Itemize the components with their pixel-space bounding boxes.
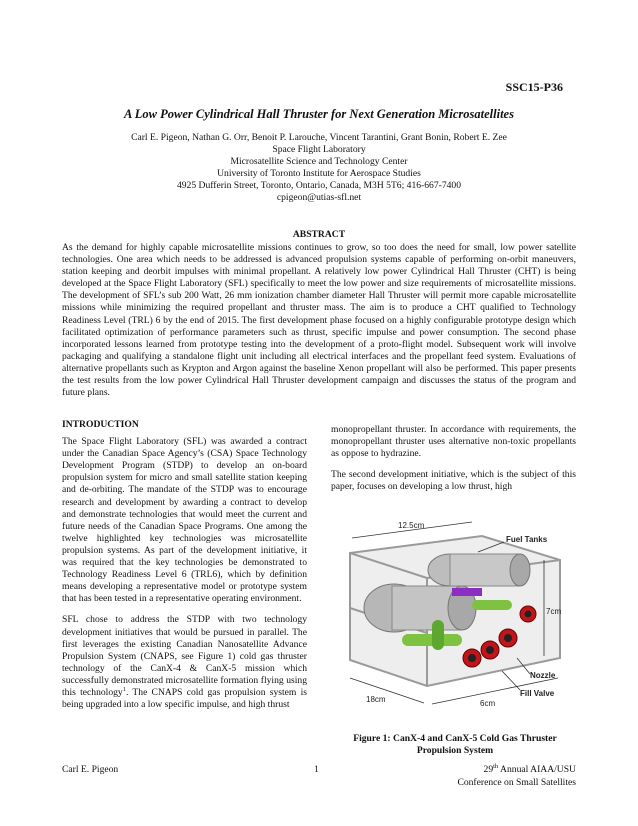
conf-line-2: Conference on Small Satellites: [457, 776, 576, 788]
abstract-heading: ABSTRACT: [292, 229, 346, 240]
label-height: 7cm: [546, 607, 562, 616]
intro-paragraph-2-text: SFL chose to address the STDP with two technology development initiatives that would be pursued in parallel. The first leverages the existing Canadian Nanosatellite Advance Propulsion System (CNAPS, see Figure 1) cold gas thruster technology of the CanX-4 & CanX-5 mission which successfully demonstrated microsatellite formation flying using this technology: [62, 614, 307, 698]
purple-component: [452, 588, 482, 596]
label-fill-valve: Fill Valve: [520, 689, 555, 698]
citation-ref: 1: [122, 685, 126, 693]
abstract-body: As the demand for highly capable microsatellite missions continues to grow, so too does the need for small, low power satellite technologies. One area which needs to be addressed is advanced propulsion systems capable of performing on-orbit maneuvers, station keeping and deorbit impulses with minimal propellant. A relatively low power Cylindrical Hall Thruster (CHT) is being developed at the Space Flight Laboratory (SFL) specifically to meet the low power and size requirements of microsatellite missions. The development of SFL’s sub 200 Watt, 26 mm ionization chamber diameter Hall Thruster will permit more capable microsatellite missions while minimizing the required propellant and thruster mass. The aim is to produce a CHT qualified to Technology Readiness Level (TRL) 6 by the end of 2015. The first development phase focused on a highly configurable prototype design which facilitated optimization of performance parameters such as thrust, specific impulse and power consumption. The second phase incorporated lessons learned from prototype testing into the development of a proto-flight model. Subsequent work will involve packaging and qualifying a standalone flight unit including all electrical interfaces and the propellant feed system. Evaluations of alternative propellants such as Krypton and Argon against the baseline Xenon propellant will also be performed. This paper presents the test results from the low power Cylindrical Hall Thruster development campaign and discusses the status of the program and future plans.: [62, 242, 576, 399]
paper-id: SSC15-P36: [505, 80, 563, 94]
figure-caption: Figure 1: CanX-4 and CanX-5 Cold Gas Thruster Propulsion System: [353, 733, 557, 756]
conf-ordinal: th: [493, 763, 499, 770]
conf-number: 29: [483, 764, 494, 775]
label-width: 12.5cm: [398, 521, 425, 530]
right-paragraph-1: monopropellant thruster. In accordance with requirements, the monopropellant thruster uses alternative non-toxic propellants as oppose to hydrazine.: [331, 424, 576, 460]
footer-conference: [457, 764, 576, 789]
intro-paragraph-1: The Space Flight Laboratory (SFL) was awarded a contract under the Canadian Space Agency’s (CSA) Space Technology Development Program (STDP) to develop an on-board propulsion system for micro and small satellite station keeping and de-orbiting. The mandate of the STDP was to encourage research and development by awarding a contract to develop and demonstrate technologies that would meet the current and future needs of the Canadian Space Programs. One among the twelve highlighted key technologies was microsatellite propulsion systems. As part of the development initiative, it was required that the key technologies be demonstrated to Technology Readiness Level 6 (TRL6), which by definition means developing a representative model or prototype system that has been tested in a representative operating environment.: [62, 436, 307, 605]
author-block: [0, 132, 638, 205]
affiliation-address: 4925 Dufferin Street, Toronto, Ontario, Canada, M3H 5T6; 416-667-7400: [176, 180, 462, 192]
right-column: [331, 424, 576, 502]
intro-heading: INTRODUCTION: [62, 419, 139, 430]
label-length: 18cm: [366, 695, 386, 704]
intro-paragraph-2: [62, 614, 307, 711]
page-number: 1: [314, 764, 319, 775]
affiliation-center: Microsatellite Science and Technology Center: [230, 156, 408, 168]
author-email: cpigeon@utias-sfl.net: [276, 192, 362, 204]
author-list: Carl E. Pigeon, Nathan G. Orr, Benoit P. Larouche, Vincent Tarantini, Grant Bonin, Robert E. Zee: [131, 132, 507, 143]
footer-author: Carl E. Pigeon: [62, 764, 119, 775]
label-nozzle: Nozzle: [530, 671, 556, 680]
affiliation-lab: Space Flight Laboratory: [272, 144, 366, 156]
conf-name: Annual AIAA/USU: [498, 764, 576, 775]
intro-paragraph-2-end: . The CNAPS cold gas propulsion system is being upgraded into a low specific impulse, and high thrust: [62, 686, 307, 711]
paper-title: A Low Power Cylindrical Hall Thruster for Next Generation Microsatellites: [124, 107, 514, 121]
label-fuel-tanks: Fuel Tanks: [506, 535, 548, 544]
right-paragraph-2: The second development initiative, which is the subject of this paper, focuses on developing a low thrust, high: [331, 469, 576, 493]
affiliation-university: University of Toronto Institute for Aerospace Studies: [217, 168, 421, 180]
label-depth: 6cm: [480, 699, 496, 708]
left-column: [62, 419, 307, 720]
figure-propulsion-system: [332, 508, 576, 730]
